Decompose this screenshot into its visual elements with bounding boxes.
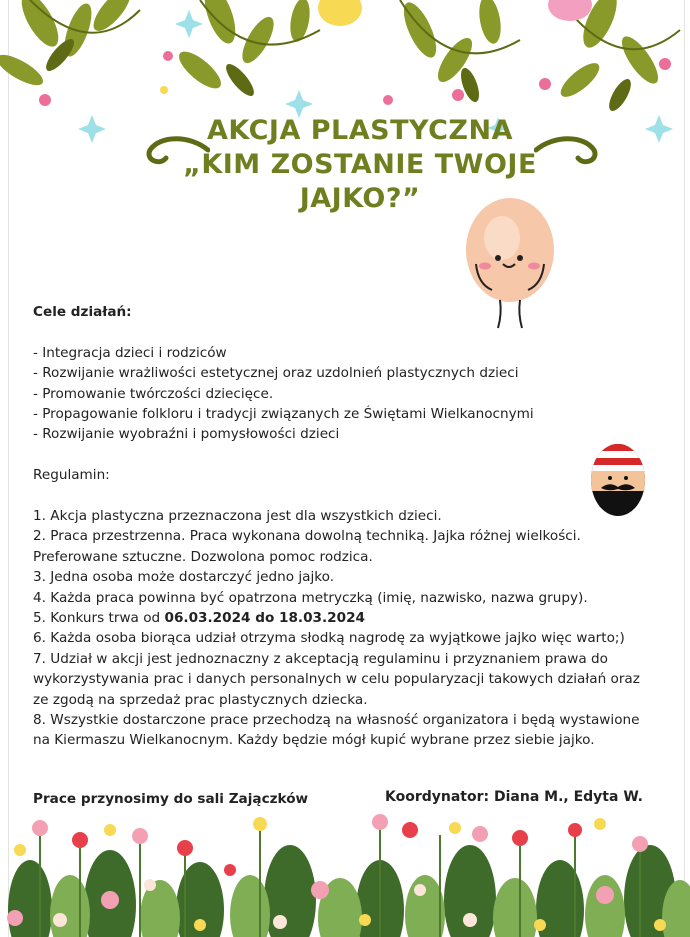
- delivery-place: Prace przynosimy do sali Zajączków: [33, 791, 309, 807]
- title-line-1: AKCJA PLASTYCZNA: [207, 115, 513, 146]
- rule-item: 1. Akcja plastyczna przeznaczona jest dla wszystkich dzieci.: [33, 508, 442, 525]
- coordinator: Koordynator: Diana M., Edyta W.: [385, 789, 643, 805]
- rule-item: 2. Praca przestrzenna. Praca wykonana dowolną techniką. Jajka różnej wielkości. Preferowane sztuczne. Dozwolona pomoc rodzica.: [33, 528, 581, 565]
- goal-item: - Rozwijanie wrażliwości estetycznej oraz uzdolnień plastycznych dzieci: [33, 365, 519, 382]
- contest-dates: 06.03.2024 do 18.03.2024: [164, 610, 366, 627]
- rule-item: 4. Każda praca powinna być opatrzona metryczką (imię, nazwisko, nazwa grupy).: [33, 589, 588, 606]
- bottom-flowers-decoration: [0, 800, 690, 937]
- rule-item: 7. Udział w akcji jest jednoznaczny z akceptacją regulaminu i przyznaniem prawa do wykorzystywania prac i danych personalnych w celu popularyzacji takowych działań oraz ze zgodą na sprzedaż prac plastycznych dziecka.: [33, 650, 640, 708]
- rule-5-prefix: 5. Konkurs trwa od: [33, 610, 165, 627]
- goal-item: - Propagowanie folkloru i tradycji związanych ze Świętami Wielkanocnymi: [33, 406, 534, 423]
- rule-item: 8. Wszystkie dostarczone prace przechodzą na własność organizatora i będą wystawione na Kiermaszu Wielkanocnym. Każdy będzie mógł kupić wybrane przez siebie jajko.: [33, 712, 640, 749]
- title-line-3: JAJKO?”: [299, 183, 421, 214]
- rule-item: 6. Każda osoba biorąca udział otrzyma słodką nagrodę za wyjątkowe jajko więc warto;): [33, 630, 625, 647]
- goal-item: - Integracja dzieci i rodziców: [33, 344, 227, 361]
- rule-item: 3. Jedna osoba może dostarczyć jedno jajko.: [33, 569, 335, 586]
- rule-item: [33, 608, 658, 628]
- goal-item: - Rozwijanie wyobraźni i pomysłowości dzieci: [33, 426, 340, 443]
- title-line-2: „KIM ZOSTANIE TWOJE: [183, 149, 537, 180]
- poster-body: [33, 302, 658, 751]
- goal-item: - Promowanie twórczości dziecięce.: [33, 385, 274, 402]
- rules-heading: Regulamin:: [33, 467, 110, 484]
- goals-heading: Cele działań:: [33, 304, 132, 320]
